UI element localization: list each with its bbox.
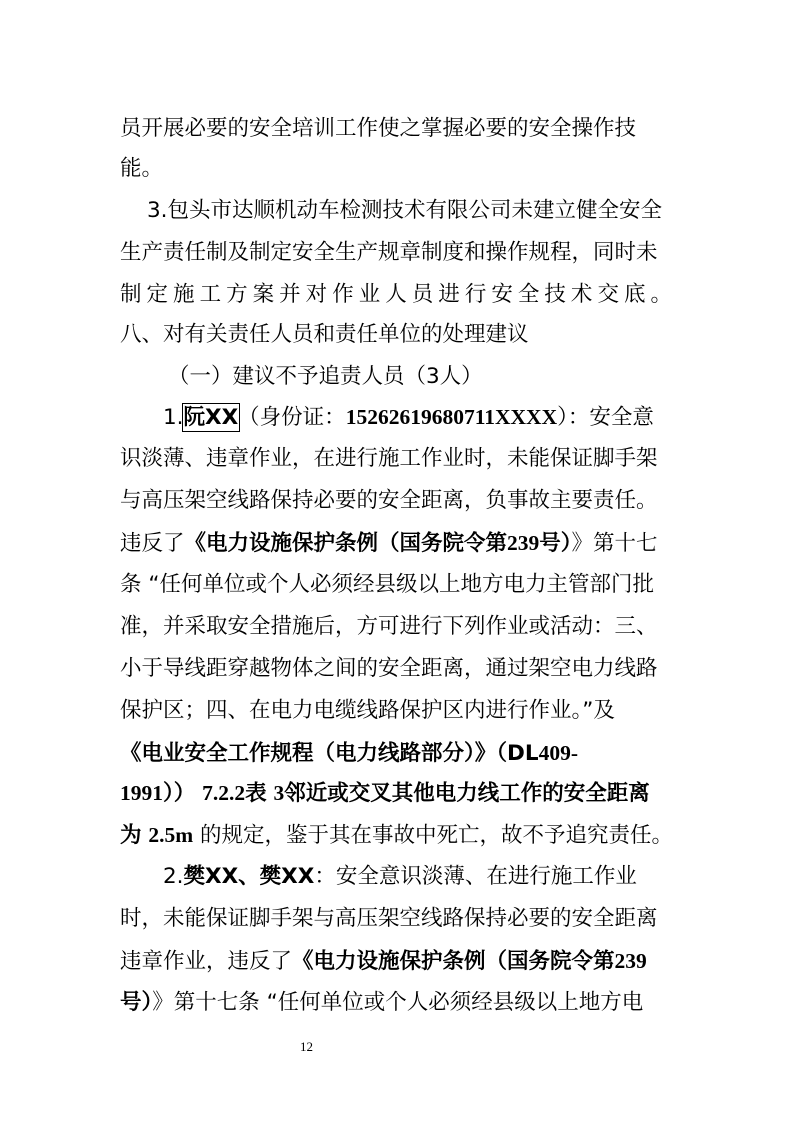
text-line-12 [120,570,654,600]
text-span: 为 [120,823,142,848]
text-line-16 [120,738,578,769]
text-line-20 [120,904,658,934]
text-span: 》第十七条 “任何单位或个人必须经县级以上地方电 [152,990,644,1015]
text-line-22 [120,988,643,1018]
regulation-title: 《电力设施保护条例（国务院令第 [184,531,508,556]
text-span: ：安全意识淡薄、在进行施工作业 [314,864,637,889]
text-line-2 [120,154,163,184]
text-line-9 [120,444,658,474]
regulation-title: 号） [120,990,153,1015]
text-span: 时，未能保证脚手架与高压架空线路保持必要的安全距离 [120,906,658,931]
text-line-15 [120,696,615,726]
section-heading [120,320,529,350]
text-span: 的规定，鉴于其在事故中死亡，故不予追究责任。 [200,823,674,848]
text-span: 与高压架空线路保持必要的安全距离，负事故主要责任。 [120,488,658,513]
regulation-title: 《电业安全工作规程（电力线路部分）》（DL [120,741,539,766]
text-line-21 [120,946,647,977]
text-line-10 [120,486,658,516]
text-line-18 [120,820,673,851]
text-span: 能。 [120,156,164,181]
text-span: 准，并采取安全措施后，方可进行下列作业或活动：三、 [120,614,658,639]
text-line-1 [120,114,636,144]
sub-heading [168,362,483,392]
text-span: 员开展必要的安全培训工作使之掌握必要的安全操作技 [120,116,637,141]
text-span: （身份证： [238,405,346,430]
text-line-17 [120,778,650,809]
text-span: 3.包头市达顺机动车检测技术有限公司未建立健全安全 [147,198,663,223]
regulation-title: 号） [539,531,572,556]
text-span: 八、对有关责任人员和责任单位的处理建议 [120,322,529,347]
item-number: 1. [163,405,184,430]
text-span: 条 “任何单位或个人必须经县级以上地方电力主管部门批 [120,572,654,597]
page-number: 12 [300,1039,313,1054]
regulation-title: 《电力设施保护条例（国务院令第 [292,949,615,974]
text-span: 小于导线距穿越物体之间的安全距离，通过架空电力线路 [120,656,658,681]
item-number: 2. [163,864,184,889]
regulation-number: 239 [614,949,647,973]
text-line-4 [120,238,658,268]
text-line-11 [120,528,658,559]
regulation-number: 1991 [120,781,163,805]
text-span: 识淡薄、违章作业，在进行施工作业时，未能保证脚手架 [120,446,658,471]
text-line-8 [163,402,654,433]
clause-number: 7.2.2 [202,781,246,805]
text-span: 违章作业，违反了 [120,949,293,974]
text-line-14 [120,654,658,684]
text-span: 》第十七 [571,531,658,556]
text-span: 保护区；四、在电力电缆线路保护区内进行作业。”及 [120,698,615,723]
distance-value: 2.5m [148,823,194,847]
text-span: （一）建议不予追责人员（3人） [168,364,483,389]
text-span: 表 [245,781,267,806]
text-span: ）：安全意 [557,405,654,430]
id-number: 15262619680711XXXX [345,405,558,429]
regulation-number: 239 [507,531,540,555]
text-span: 邻近或交叉其他电力线工作的安全距离 [284,781,650,806]
text-span: 违反了 [120,531,185,556]
table-number: 3 [273,781,285,805]
regulation-number: 409- [538,741,578,765]
text-line-19 [163,862,637,892]
text-line-13 [120,612,658,642]
regulation-title: ）） [163,781,196,806]
text-line-5 [120,280,672,310]
text-span: 生产责任制及制定安全生产规章制度和操作规程，同时未 [120,240,658,265]
person-names: 樊XX、樊XX [183,864,315,889]
person-name: 阮XX [183,405,239,430]
text-line-3 [147,196,662,226]
text-span: 制定施工方案并对作业人员进行安全技术交底。 [120,282,672,307]
